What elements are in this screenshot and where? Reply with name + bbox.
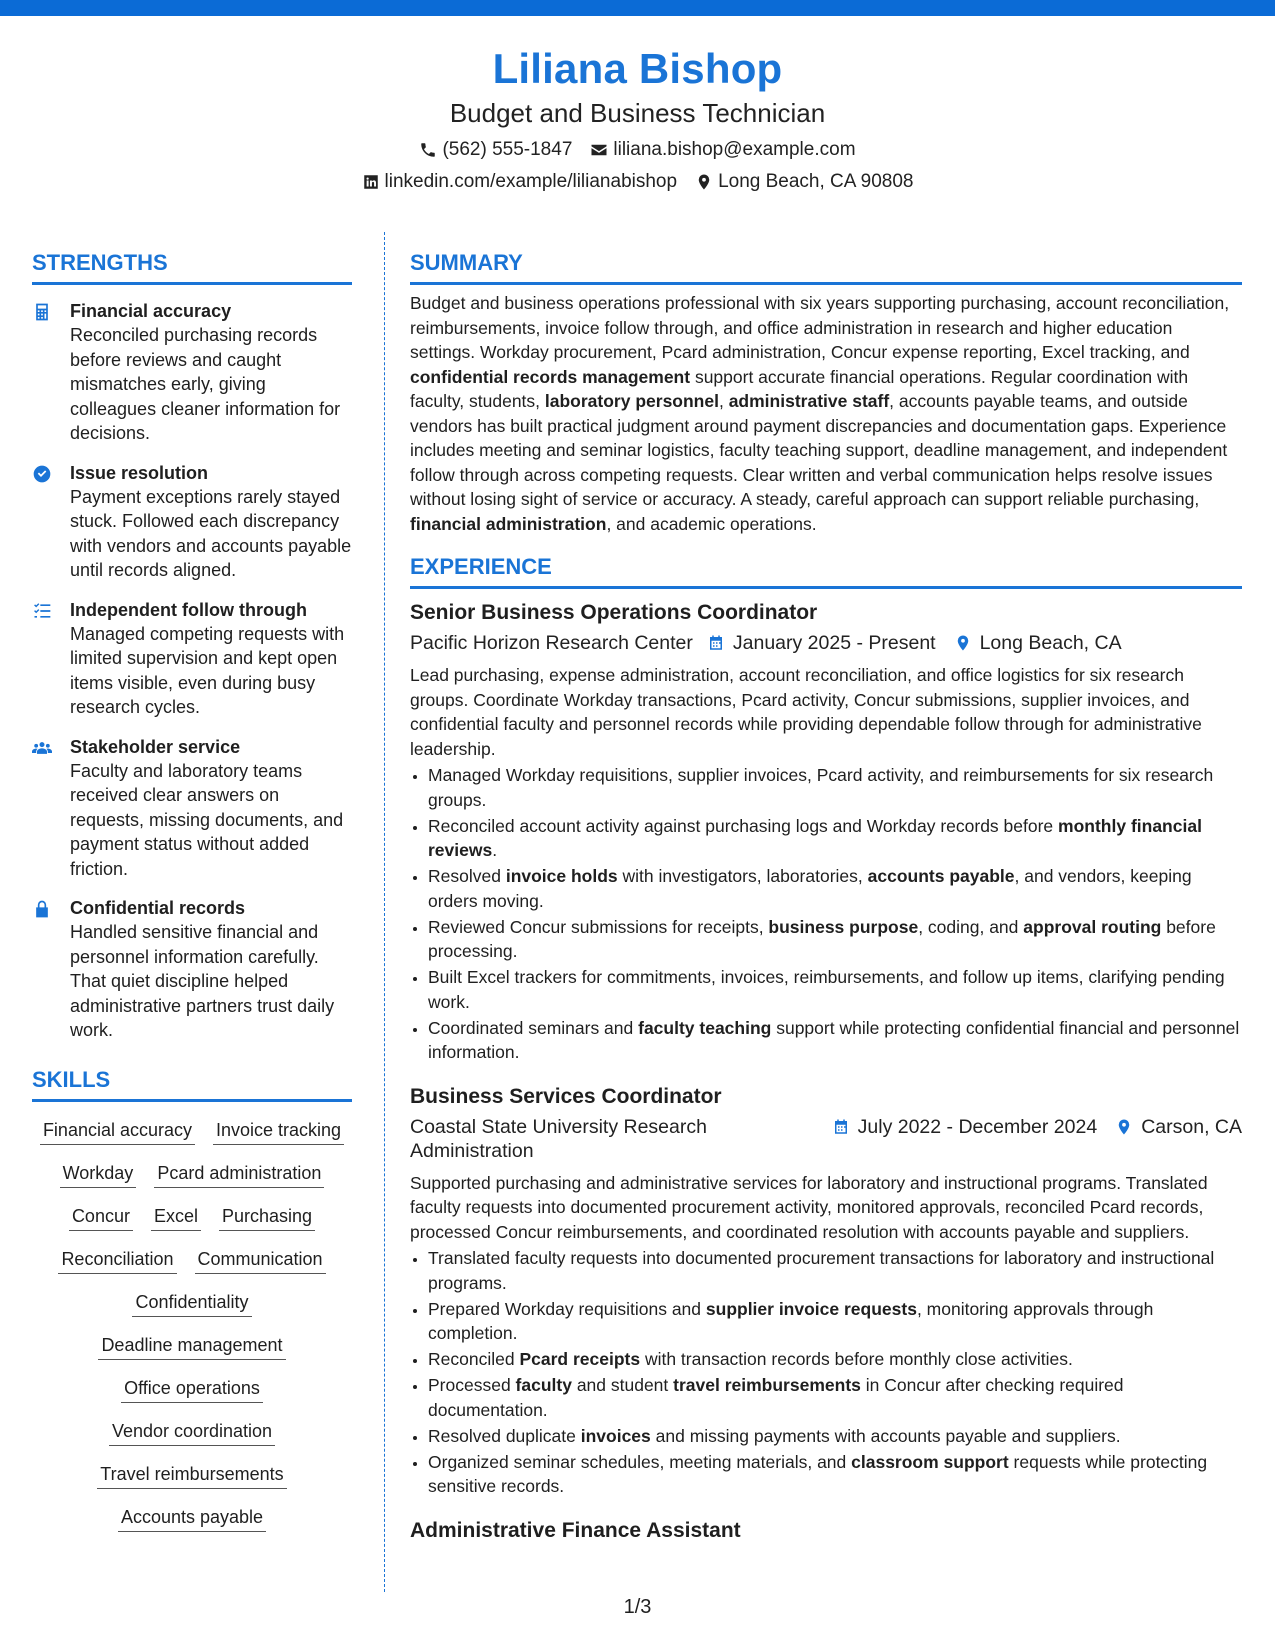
bold-phrase: approval routing bbox=[1023, 916, 1162, 937]
skill-tag: Vendor coordination bbox=[109, 1419, 275, 1446]
job-dates bbox=[832, 1115, 1098, 1139]
strength-title: Stakeholder service bbox=[70, 736, 241, 757]
skill-tag: Communication bbox=[195, 1247, 326, 1274]
bold-phrase: supplier invoice requests bbox=[705, 1298, 917, 1319]
section-rule bbox=[410, 586, 1242, 589]
job-title: Administrative Finance Assistant bbox=[410, 1518, 741, 1542]
strength-title: Confidential records bbox=[70, 898, 246, 918]
job-bullet: • Managed Workday requisitions, supplier invoices, Pcard activity, and reimbursements for six research groups. bbox=[428, 763, 1242, 812]
job-bullets bbox=[410, 763, 1242, 1065]
contact-row-2 bbox=[0, 167, 1275, 197]
bold-phrase: accounts payable bbox=[867, 866, 1015, 886]
lock-icon bbox=[32, 896, 70, 1043]
phone-icon bbox=[419, 141, 437, 159]
linkedin-link[interactable]: linkedin.com/example/lilianabishop bbox=[384, 171, 678, 192]
job-bullet: • Reconciled Pcard receipts with transaction records before monthly close activities. bbox=[428, 1347, 1242, 1372]
strength-text: Faculty and laboratory teams received clear answers on requests, missing documents, and payment status without added friction. bbox=[70, 760, 344, 879]
job-bullet: • Built Excel trackers for commitments, invoices, reimbursements, and follow up items, clarifying pending work. bbox=[428, 965, 1242, 1014]
skill-tag: Pcard administration bbox=[154, 1161, 324, 1188]
top-accent-bar bbox=[0, 0, 1275, 16]
calculator-icon bbox=[32, 299, 70, 446]
strength-item bbox=[32, 299, 352, 446]
job-bullet: • Processed faculty and student travel reimbursements in Concur after checking required documentation. bbox=[428, 1373, 1242, 1422]
bold-phrase: faculty bbox=[515, 1375, 572, 1395]
job-bullet: • Resolved invoice holds with investigators, laboratories, accounts payable, and vendors, keeping orders moving. bbox=[428, 864, 1242, 913]
bold-phrase: confidential records management bbox=[410, 366, 691, 387]
bold-phrase: classroom support bbox=[851, 1451, 1009, 1472]
strength-item bbox=[32, 735, 352, 882]
strength-text: Managed competing requests with limited supervision and kept open items visible, even during busy research cycles. bbox=[70, 623, 345, 717]
checklist-icon bbox=[32, 598, 70, 720]
job-entry bbox=[410, 599, 1242, 1065]
job-bullet: • Resolved duplicate invoices and missing payments with accounts payable and suppliers. bbox=[428, 1424, 1242, 1449]
check-circle-icon bbox=[32, 461, 70, 583]
summary-heading: SUMMARY bbox=[410, 250, 523, 275]
skill-tag: Concur bbox=[69, 1204, 133, 1231]
bold-phrase: invoice holds bbox=[505, 866, 618, 886]
users-icon bbox=[32, 735, 70, 882]
phone-contact bbox=[419, 135, 572, 165]
candidate-title: Budget and Business Technician bbox=[449, 98, 826, 128]
map-pin-icon bbox=[1115, 1118, 1133, 1136]
experience-heading: EXPERIENCE bbox=[410, 554, 552, 579]
skill-tag: Travel reimbursements bbox=[97, 1462, 286, 1489]
job-bullet: • Organized seminar schedules, meeting materials, and classroom support requests while protecting sensitive records. bbox=[428, 1450, 1242, 1499]
strength-body bbox=[70, 896, 352, 1043]
job-company: Pacific Horizon Research Center bbox=[410, 632, 693, 654]
job-dates bbox=[707, 631, 936, 655]
job-meta bbox=[410, 1115, 1242, 1163]
skill-tag: Purchasing bbox=[219, 1204, 315, 1231]
job-location bbox=[954, 631, 1122, 655]
skill-tag: Workday bbox=[60, 1161, 137, 1188]
strength-body bbox=[70, 598, 352, 720]
email-contact[interactable] bbox=[590, 135, 855, 165]
bold-phrase: invoices bbox=[580, 1425, 651, 1446]
job-bullets bbox=[410, 1246, 1242, 1499]
job-bullet: • Reviewed Concur submissions for receipts, business purpose, coding, and approval routing before processing. bbox=[428, 915, 1242, 964]
skill-tag: Office operations bbox=[121, 1376, 263, 1403]
job-location-text: Carson, CA bbox=[1141, 1115, 1242, 1138]
skill-tag: Accounts payable bbox=[118, 1505, 266, 1532]
strength-title: Independent follow through bbox=[70, 599, 307, 620]
job-meta bbox=[410, 631, 1242, 655]
bold-phrase: Pcard receipts bbox=[519, 1349, 641, 1369]
job-dates-text: July 2022 - December 2024 bbox=[857, 1115, 1098, 1138]
candidate-name: Liliana Bishop bbox=[492, 45, 783, 92]
job-bullet: • Translated faculty requests into documented procurement transactions for laboratory and instructional programs. bbox=[428, 1246, 1242, 1295]
job-bullet: • Coordinated seminars and faculty teaching support while protecting confidential financial and personnel information. bbox=[428, 1016, 1242, 1065]
job-bullet: • Prepared Workday requisitions and supplier invoice requests, monitoring approvals through completion. bbox=[428, 1297, 1242, 1346]
job-entry bbox=[410, 1083, 1242, 1499]
job-description: Supported purchasing and administrative services for laboratory and instructional programs. Translated faculty requests into documented procurement activity, monitored approvals, reconciled Pcard records, processed Concur reimbursements, and coordinated resolution with accounts payable and suppliers. bbox=[410, 1172, 1208, 1242]
strength-item bbox=[32, 461, 352, 583]
skills-list bbox=[32, 1118, 352, 1532]
envelope-icon bbox=[590, 141, 608, 159]
skill-tag: Financial accuracy bbox=[40, 1118, 195, 1145]
bold-phrase: financial administration bbox=[410, 513, 607, 534]
contact-row-1 bbox=[0, 135, 1275, 165]
section-rule bbox=[32, 1099, 352, 1102]
job-title: Business Services Coordinator bbox=[410, 1084, 722, 1108]
email-link[interactable]: liliana.bishop@example.com bbox=[613, 139, 856, 160]
job-bullet: • Reconciled account activity against purchasing logs and Workday records before monthly financial reviews. bbox=[428, 814, 1242, 863]
strength-item bbox=[32, 896, 352, 1043]
skill-tag: Excel bbox=[151, 1204, 201, 1231]
map-pin-icon bbox=[695, 173, 713, 191]
bold-phrase: business purpose bbox=[768, 916, 919, 937]
location-contact bbox=[695, 167, 913, 197]
job-dates-text: January 2025 - Present bbox=[732, 632, 936, 654]
location-text: Long Beach, CA 90808 bbox=[718, 171, 914, 192]
strength-title: Issue resolution bbox=[70, 462, 209, 483]
right-column bbox=[410, 248, 1242, 1545]
calendar-icon bbox=[707, 634, 725, 652]
strength-item bbox=[32, 598, 352, 720]
strengths-heading: STRENGTHS bbox=[32, 250, 168, 275]
skill-tag: Invoice tracking bbox=[213, 1118, 344, 1145]
strength-text: Handled sensitive financial and personnel information carefully. That quiet discipline helped administrative partners trust daily work. bbox=[70, 922, 335, 1040]
job-entry bbox=[410, 1517, 1242, 1545]
section-rule bbox=[410, 282, 1242, 285]
strength-body bbox=[70, 461, 352, 583]
phone-text: (562) 555-1847 bbox=[442, 139, 573, 160]
skill-tag: Reconciliation bbox=[58, 1247, 176, 1274]
experience-section bbox=[410, 552, 1242, 1545]
job-title: Senior Business Operations Coordinator bbox=[410, 601, 818, 624]
linkedin-icon bbox=[362, 173, 380, 191]
strength-text: Payment exceptions rarely stayed stuck. Followed each discrepancy with vendors and accounts payable until records aligned. bbox=[70, 486, 352, 580]
bold-phrase: travel reimbursements bbox=[673, 1375, 861, 1395]
job-location-text: Long Beach, CA bbox=[979, 632, 1122, 654]
job-location bbox=[1115, 1115, 1242, 1139]
bold-phrase: administrative staff bbox=[728, 391, 890, 411]
job-company: Coastal State University Research Administration bbox=[410, 1115, 707, 1162]
job-description: Lead purchasing, expense administration, account reconciliation, and office logistics for six research groups. Coordinate Workday transactions, Pcard activity, Concur submissions, supplier invoices, and confidential faculty and personnel records while providing dependable follow through for administrative leadership. bbox=[410, 665, 1202, 759]
page-number: 1/3 bbox=[623, 1596, 652, 1618]
strength-text: Reconciled purchasing records before reviews and caught mismatches early, giving colleagues cleaner information for decisions. bbox=[70, 325, 341, 443]
calendar-icon bbox=[832, 1118, 850, 1136]
strength-body bbox=[70, 299, 352, 446]
resume-header bbox=[0, 42, 1275, 197]
bold-phrase: monthly financial reviews bbox=[428, 815, 1202, 860]
strength-body bbox=[70, 735, 352, 882]
job-meta-right bbox=[832, 1115, 1242, 1139]
section-rule bbox=[32, 282, 352, 285]
strengths-list bbox=[32, 299, 352, 1043]
skills-heading: SKILLS bbox=[32, 1066, 111, 1092]
bold-phrase: faculty teaching bbox=[638, 1017, 772, 1038]
map-pin-icon bbox=[954, 634, 972, 652]
summary-text: Budget and business operations professional with six years supporting purchasing, account reconciliation, reimbursements, invoice follow through, and office administration in research and higher education settings. Workday procurement, Pcard administration, Concur expense reporting, Excel tracking, and confidential records management support accurate financial operations. Regular coordination with faculty, students, laboratory personnel, administrative staff, accounts payable teams, and outside vendors has built practical judgment around payment discrepancies and documentation gaps. Experience includes meeting and seminar logistics, faculty teaching support, deadline management, and independent follow through across competing requests. Clear written and verbal communication helps resolve issues without losing sight of service or accuracy. A steady, careful approach can support reliable purchasing, financial administration, and academic operations. bbox=[410, 293, 1230, 534]
linkedin-contact[interactable] bbox=[362, 167, 678, 197]
left-column bbox=[32, 248, 352, 1532]
skill-tag: Confidentiality bbox=[132, 1290, 251, 1317]
bold-phrase: laboratory personnel bbox=[544, 391, 719, 411]
strength-title: Financial accuracy bbox=[70, 301, 232, 321]
column-divider bbox=[384, 232, 385, 1592]
skill-tag: Deadline management bbox=[98, 1333, 285, 1360]
skills-section bbox=[32, 1065, 352, 1532]
